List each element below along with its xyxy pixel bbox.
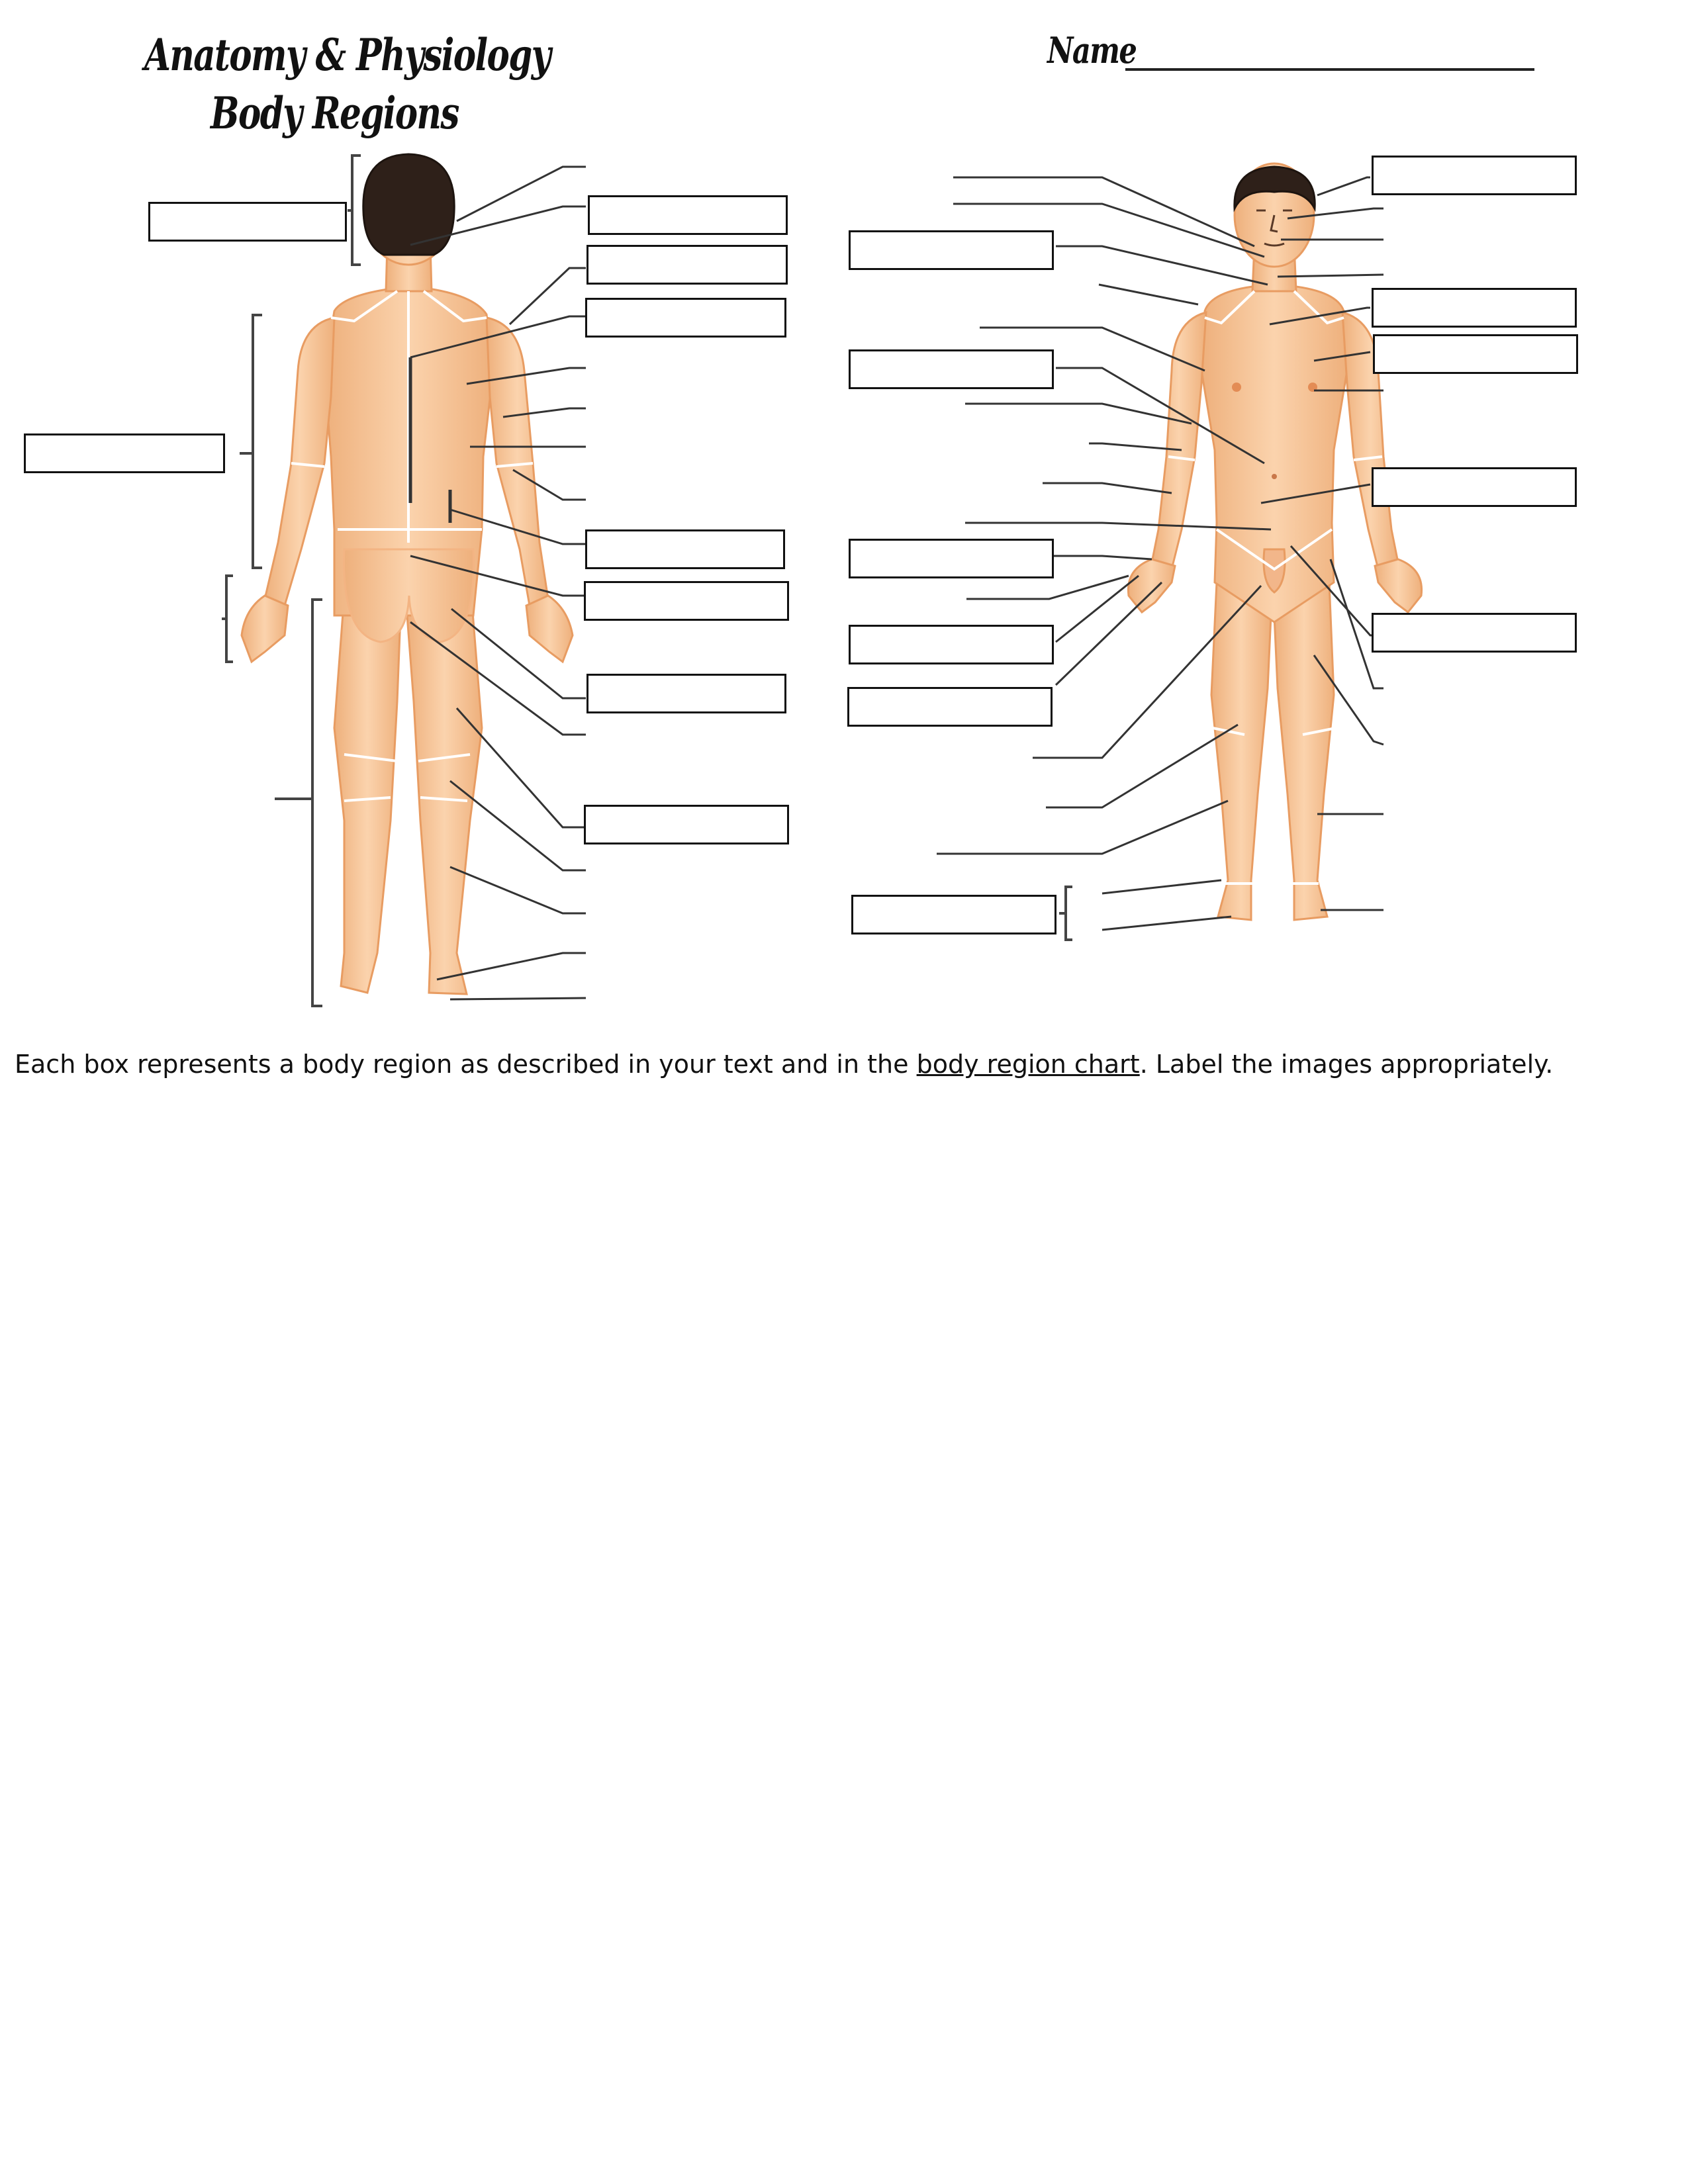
anterior-label-box-5[interactable] bbox=[847, 687, 1053, 727]
anterior-left-hand bbox=[1375, 559, 1422, 612]
posterior-left-arm bbox=[265, 318, 334, 606]
anterior-right-leg bbox=[1211, 582, 1271, 920]
posterior-left-hand bbox=[242, 596, 288, 662]
worksheet-title-line-2: Body Regions bbox=[211, 87, 459, 139]
anterior-left-leg bbox=[1274, 582, 1334, 920]
posterior-label-box-7[interactable] bbox=[584, 805, 789, 844]
posterior-label-box-6[interactable] bbox=[586, 674, 786, 713]
instructions-suffix: . Label the images appropriately. bbox=[1139, 1050, 1554, 1079]
anterior-label-box-8[interactable] bbox=[1372, 288, 1577, 328]
anterior-label-box-6[interactable] bbox=[851, 895, 1056, 934]
posterior-label-box-1[interactable] bbox=[588, 195, 788, 235]
anterior-label-box-1[interactable] bbox=[849, 230, 1054, 270]
posterior-label-box-2[interactable] bbox=[586, 245, 788, 285]
posterior-label-box-5[interactable] bbox=[584, 581, 789, 621]
anterior-label-box-3[interactable] bbox=[849, 539, 1054, 578]
posterior-label-box-3[interactable] bbox=[585, 298, 786, 338]
posterior-right-hand bbox=[526, 596, 573, 662]
anterior-label-box-7[interactable] bbox=[1372, 156, 1577, 195]
posterior-label-box-upper-limb[interactable] bbox=[24, 433, 225, 473]
anterior-figure bbox=[1128, 163, 1421, 920]
posterior-right-arm bbox=[487, 318, 548, 606]
anterior-label-box-10[interactable] bbox=[1372, 467, 1577, 507]
posterior-right-leg bbox=[407, 596, 482, 994]
anterior-label-box-2[interactable] bbox=[849, 349, 1054, 389]
worksheet-title-line-1: Anatomy & Physiology bbox=[144, 29, 551, 81]
posterior-figure bbox=[242, 154, 573, 994]
anterior-right-hand bbox=[1128, 559, 1175, 612]
instructions-prefix: Each box represents a body region as described in your text and in the bbox=[15, 1050, 917, 1079]
anterior-label-box-4[interactable] bbox=[849, 625, 1054, 664]
posterior-hair bbox=[363, 154, 454, 255]
posterior-label-box-4[interactable] bbox=[585, 529, 785, 569]
posterior-left-leg bbox=[334, 596, 400, 993]
body-figures bbox=[0, 0, 1688, 1032]
body-region-chart-link[interactable]: body region chart bbox=[916, 1050, 1140, 1079]
name-label: Name bbox=[1047, 29, 1137, 71]
anterior-brackets bbox=[1059, 887, 1072, 940]
anterior-label-box-9[interactable] bbox=[1373, 334, 1578, 374]
instructions-text bbox=[15, 1050, 1553, 1079]
anterior-label-box-11[interactable] bbox=[1372, 613, 1577, 653]
posterior-label-box-head[interactable] bbox=[148, 202, 347, 242]
